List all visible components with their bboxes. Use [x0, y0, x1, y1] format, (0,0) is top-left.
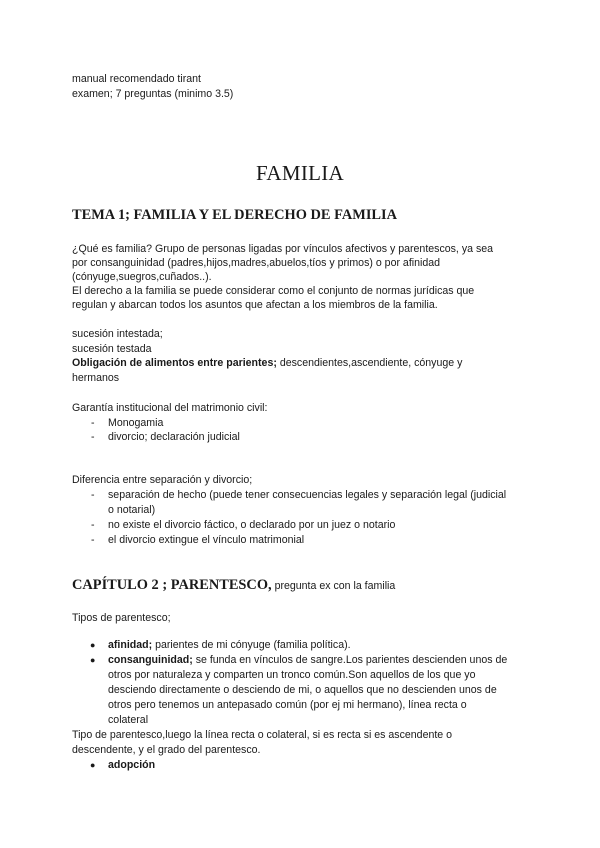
obligacion-alimentos [72, 356, 462, 371]
bullet-marker: ● [90, 655, 96, 665]
consanguinidad-bold: consanguinidad; [108, 654, 193, 666]
tema1-def-line: ¿Qué es familia? Grupo de personas ligadas por vínculos afectivos y parentescos, ya sea [72, 243, 494, 255]
bullet-marker: ● [90, 640, 96, 650]
tema1-def-line: regulan y abarcan todos los asuntos que afectan a los miembros de la familia. [72, 299, 438, 311]
sucesion-testada: sucesión testada [72, 343, 152, 355]
garantia-heading: Garantía institucional del matrimonio civil: [72, 402, 268, 414]
consanguinidad-line: colateral [108, 714, 149, 726]
tipos-parentesco: Tipos de parentesco; [72, 612, 171, 624]
obligacion-cont: hermanos [72, 372, 120, 384]
capitulo2-title: CAPÍTULO 2 ; PARENTESCO, [72, 577, 272, 593]
consanguinidad-line: desciendo directamente o desciendo de mi, o aquellos que no descienden unos de [108, 684, 497, 696]
sucesion-intestada: sucesión intestada; [72, 328, 163, 340]
obligacion-rest: descendientes,ascendiente, cónyuge y [276, 357, 463, 369]
consanguinidad-line: otros pero tenemos un antepasado común (por ej mi hermano), línea recta o [108, 699, 467, 711]
page-title: FAMILIA [255, 161, 345, 185]
diferencia-item-cont: o notarial) [108, 504, 156, 516]
afinidad-bold: afinidad; [108, 639, 153, 651]
tema1-def-line: (cónyuge,suegros,cuñados..). [72, 271, 212, 283]
tipo-parentesco-line: descendente, y el grado del parentesco. [72, 744, 261, 756]
bullet-marker: ● [90, 760, 96, 770]
adopcion-item [108, 758, 155, 773]
diferencia-item: el divorcio extingue el vínculo matrimonial [108, 534, 305, 546]
note-manual: manual recomendado tirant [72, 73, 201, 85]
dash-marker: - [91, 417, 95, 429]
obligacion-bold: Obligación de alimentos entre parientes; [72, 357, 277, 369]
tipo-parentesco-line: Tipo de parentesco,luego la línea recta o colateral, si es recta si es ascendente o [72, 729, 453, 741]
consanguinidad-item [108, 653, 507, 668]
consanguinidad-rest: se funda en vínculos de sangre.Los parientes descienden unos de [192, 654, 508, 666]
note-examen: examen; 7 preguntas (minimo 3.5) [72, 88, 234, 100]
diferencia-item: no existe el divorcio fáctico, o declarado por un juez o notario [108, 519, 396, 531]
dash-marker: - [91, 534, 95, 546]
dash-marker: - [91, 489, 95, 501]
garantia-item: divorcio; declaración judicial [108, 431, 240, 443]
diferencia-item: separación de hecho (puede tener consecuencias legales y separación legal (judicial [108, 489, 507, 501]
afinidad-rest: parientes de mi cónyuge (familia política). [152, 639, 351, 651]
consanguinidad-line: otros por naturaleza y comparten un tronco común.Son aquellos de los que yo [108, 669, 476, 681]
dash-marker: - [91, 519, 95, 531]
diferencia-heading: Diferencia entre separación y divorcio; [72, 474, 253, 486]
capitulo2-heading [72, 576, 395, 595]
tema1-def-line: El derecho a la familia se puede considerar como el conjunto de normas jurídicas que [72, 285, 475, 297]
tema1-def-line: por consanguinidad (padres,hijos,madres,abuelos,tíos y primos) o por afinidad [72, 257, 441, 269]
garantia-item: Monogamia [108, 417, 164, 429]
capitulo2-note: pregunta ex con la familia [271, 580, 396, 592]
adopcion-bold: adopción [108, 759, 156, 771]
afinidad-item [108, 638, 351, 653]
tema1-heading: TEMA 1; FAMILIA Y EL DERECHO DE FAMILIA [72, 207, 398, 223]
dash-marker: - [91, 431, 95, 443]
